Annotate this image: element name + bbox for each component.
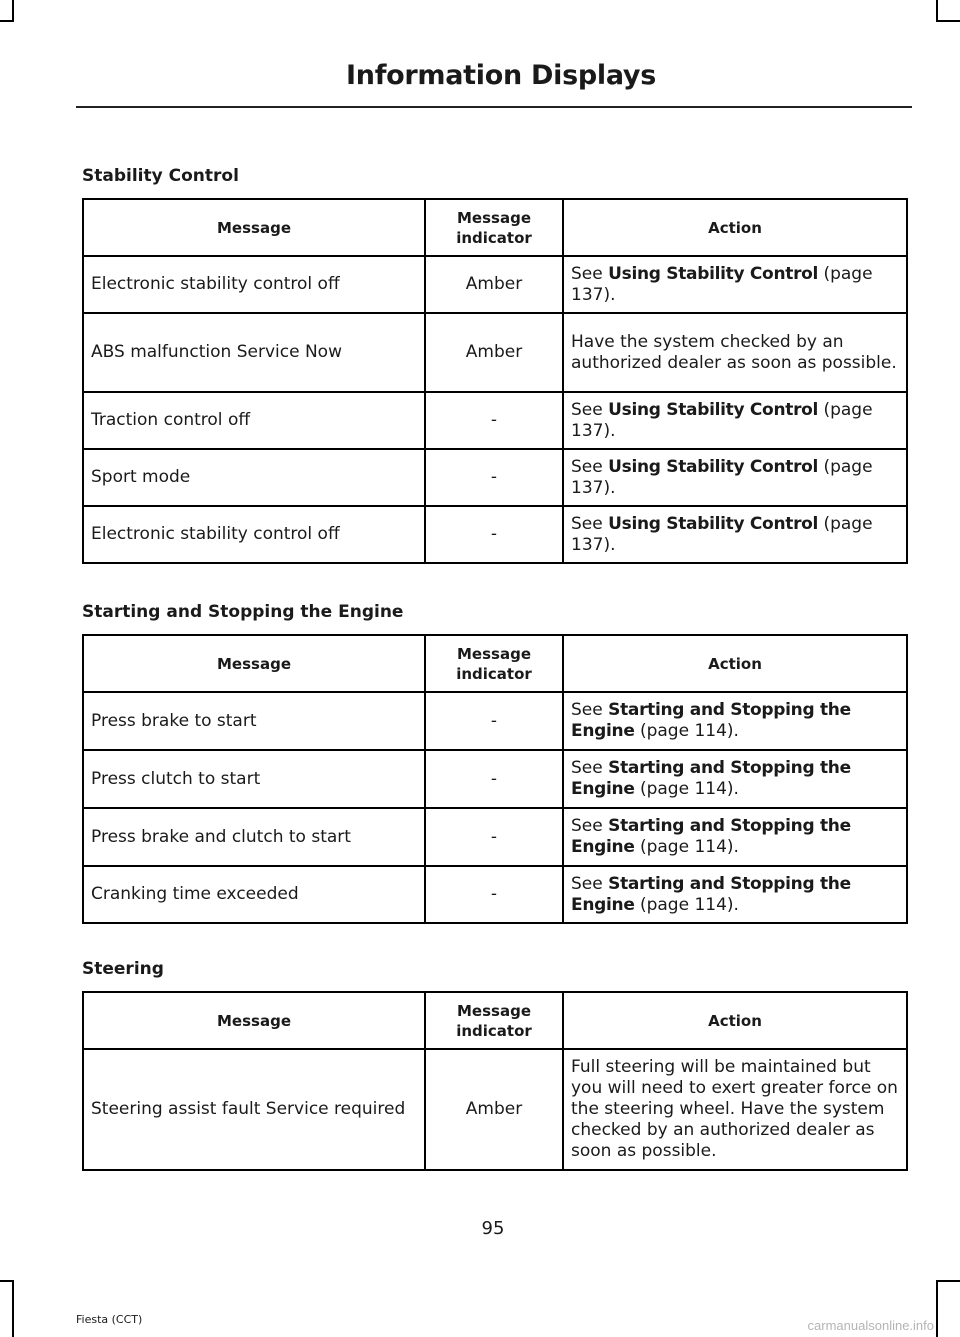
crop-mark (936, 1280, 960, 1282)
table-header-row (83, 992, 907, 1049)
action-cell (563, 692, 907, 750)
action-reference: Starting and Stopping the Engine (571, 873, 851, 915)
message-cell: Steering assist fault Service required (83, 1049, 425, 1170)
action-reference: Using Stability Control (608, 513, 819, 534)
action-text: Full steering will be maintained but you will need to exert greater force on the steering wheel. Have the system checked by an authorized dealer as soon as possible. (571, 1057, 898, 1161)
action-text: See (571, 700, 609, 720)
section-title-stability-control: Stability Control (82, 166, 239, 186)
column-header-action: Action (563, 992, 907, 1049)
crop-mark (12, 0, 14, 22)
indicator-cell: Amber (425, 1049, 563, 1170)
column-header-message: Message (83, 635, 425, 692)
action-text: See (571, 873, 609, 894)
action-text: Have the system checked by an authorized dealer as soon as possible. (571, 331, 897, 373)
indicator-cell: - (425, 392, 563, 449)
action-reference: Using Stability Control (608, 263, 819, 284)
table-row (83, 866, 907, 923)
action-text: See (571, 513, 609, 534)
table-row (83, 750, 907, 808)
message-cell: Sport mode (83, 449, 425, 506)
action-page-ref: (page 114). (634, 779, 739, 799)
action-page-ref: (page 114). (634, 837, 739, 857)
table-header-row (83, 199, 907, 256)
action-text: See (571, 816, 609, 836)
indicator-cell: - (425, 506, 563, 563)
table-row (83, 392, 907, 449)
table-row (83, 256, 907, 313)
starting-stopping-table (82, 634, 908, 924)
footer-model: Fiesta (CCT) (76, 1313, 143, 1326)
table-row (83, 313, 907, 392)
watermark: carmanualsonline.info (807, 1318, 934, 1333)
message-cell: Press brake to start (83, 692, 425, 750)
column-header-indicator: Message indicator (425, 635, 563, 692)
column-header-indicator: Message indicator (425, 992, 563, 1049)
column-header-indicator: Message indicator (425, 199, 563, 256)
message-cell: Electronic stability control off (83, 506, 425, 563)
crop-mark (0, 20, 14, 22)
column-header-message: Message (83, 199, 425, 256)
indicator-cell: - (425, 866, 563, 923)
crop-mark (936, 0, 938, 22)
action-cell (563, 866, 907, 923)
action-text: See (571, 399, 609, 420)
indicator-cell: - (425, 692, 563, 750)
crop-mark (936, 20, 960, 22)
crop-mark (12, 1280, 14, 1337)
action-cell (563, 808, 907, 866)
message-cell: Cranking time exceeded (83, 866, 425, 923)
action-text: See (571, 263, 609, 284)
table-row (83, 808, 907, 866)
indicator-cell: - (425, 750, 563, 808)
action-reference: Starting and Stopping the Engine (571, 758, 851, 799)
page-number: 95 (481, 1218, 505, 1239)
action-reference: Starting and Stopping the Engine (571, 816, 851, 857)
section-title-starting-stopping: Starting and Stopping the Engine (82, 602, 404, 622)
table-header-row (83, 635, 907, 692)
message-cell: Electronic stability control off (83, 256, 425, 313)
crop-mark (0, 1280, 14, 1282)
header-rule (76, 106, 912, 108)
action-cell (563, 750, 907, 808)
column-header-action: Action (563, 199, 907, 256)
action-reference: Using Stability Control (608, 456, 819, 477)
section-title-steering: Steering (82, 959, 164, 979)
action-page-ref: (page 137). (571, 399, 873, 441)
message-cell: ABS malfunction Service Now (83, 313, 425, 392)
action-text: See (571, 758, 609, 778)
action-reference: Using Stability Control (608, 399, 819, 420)
action-cell (563, 392, 907, 449)
action-page-ref: (page 137). (571, 456, 873, 498)
indicator-cell: Amber (425, 256, 563, 313)
table-row (83, 1049, 907, 1170)
message-cell: Press brake and clutch to start (83, 808, 425, 866)
column-header-action: Action (563, 635, 907, 692)
action-cell (563, 256, 907, 313)
action-cell (563, 1049, 907, 1170)
table-row (83, 449, 907, 506)
action-reference: Starting and Stopping the Engine (571, 700, 851, 741)
stability-control-table (82, 198, 908, 564)
action-text: See (571, 456, 609, 477)
action-cell (563, 449, 907, 506)
action-page-ref: (page 137). (571, 513, 873, 555)
table-row (83, 506, 907, 563)
column-header-message: Message (83, 992, 425, 1049)
indicator-cell: - (425, 808, 563, 866)
action-cell (563, 506, 907, 563)
page-title: Information Displays (346, 60, 656, 91)
message-cell: Traction control off (83, 392, 425, 449)
table-row (83, 692, 907, 750)
action-page-ref: (page 114). (634, 721, 739, 741)
action-page-ref: (page 137). (571, 263, 873, 305)
steering-table (82, 991, 908, 1171)
message-cell: Press clutch to start (83, 750, 425, 808)
crop-mark (936, 1280, 938, 1337)
indicator-cell: - (425, 449, 563, 506)
indicator-cell: Amber (425, 313, 563, 392)
action-cell (563, 313, 907, 392)
action-page-ref: (page 114). (634, 894, 739, 915)
